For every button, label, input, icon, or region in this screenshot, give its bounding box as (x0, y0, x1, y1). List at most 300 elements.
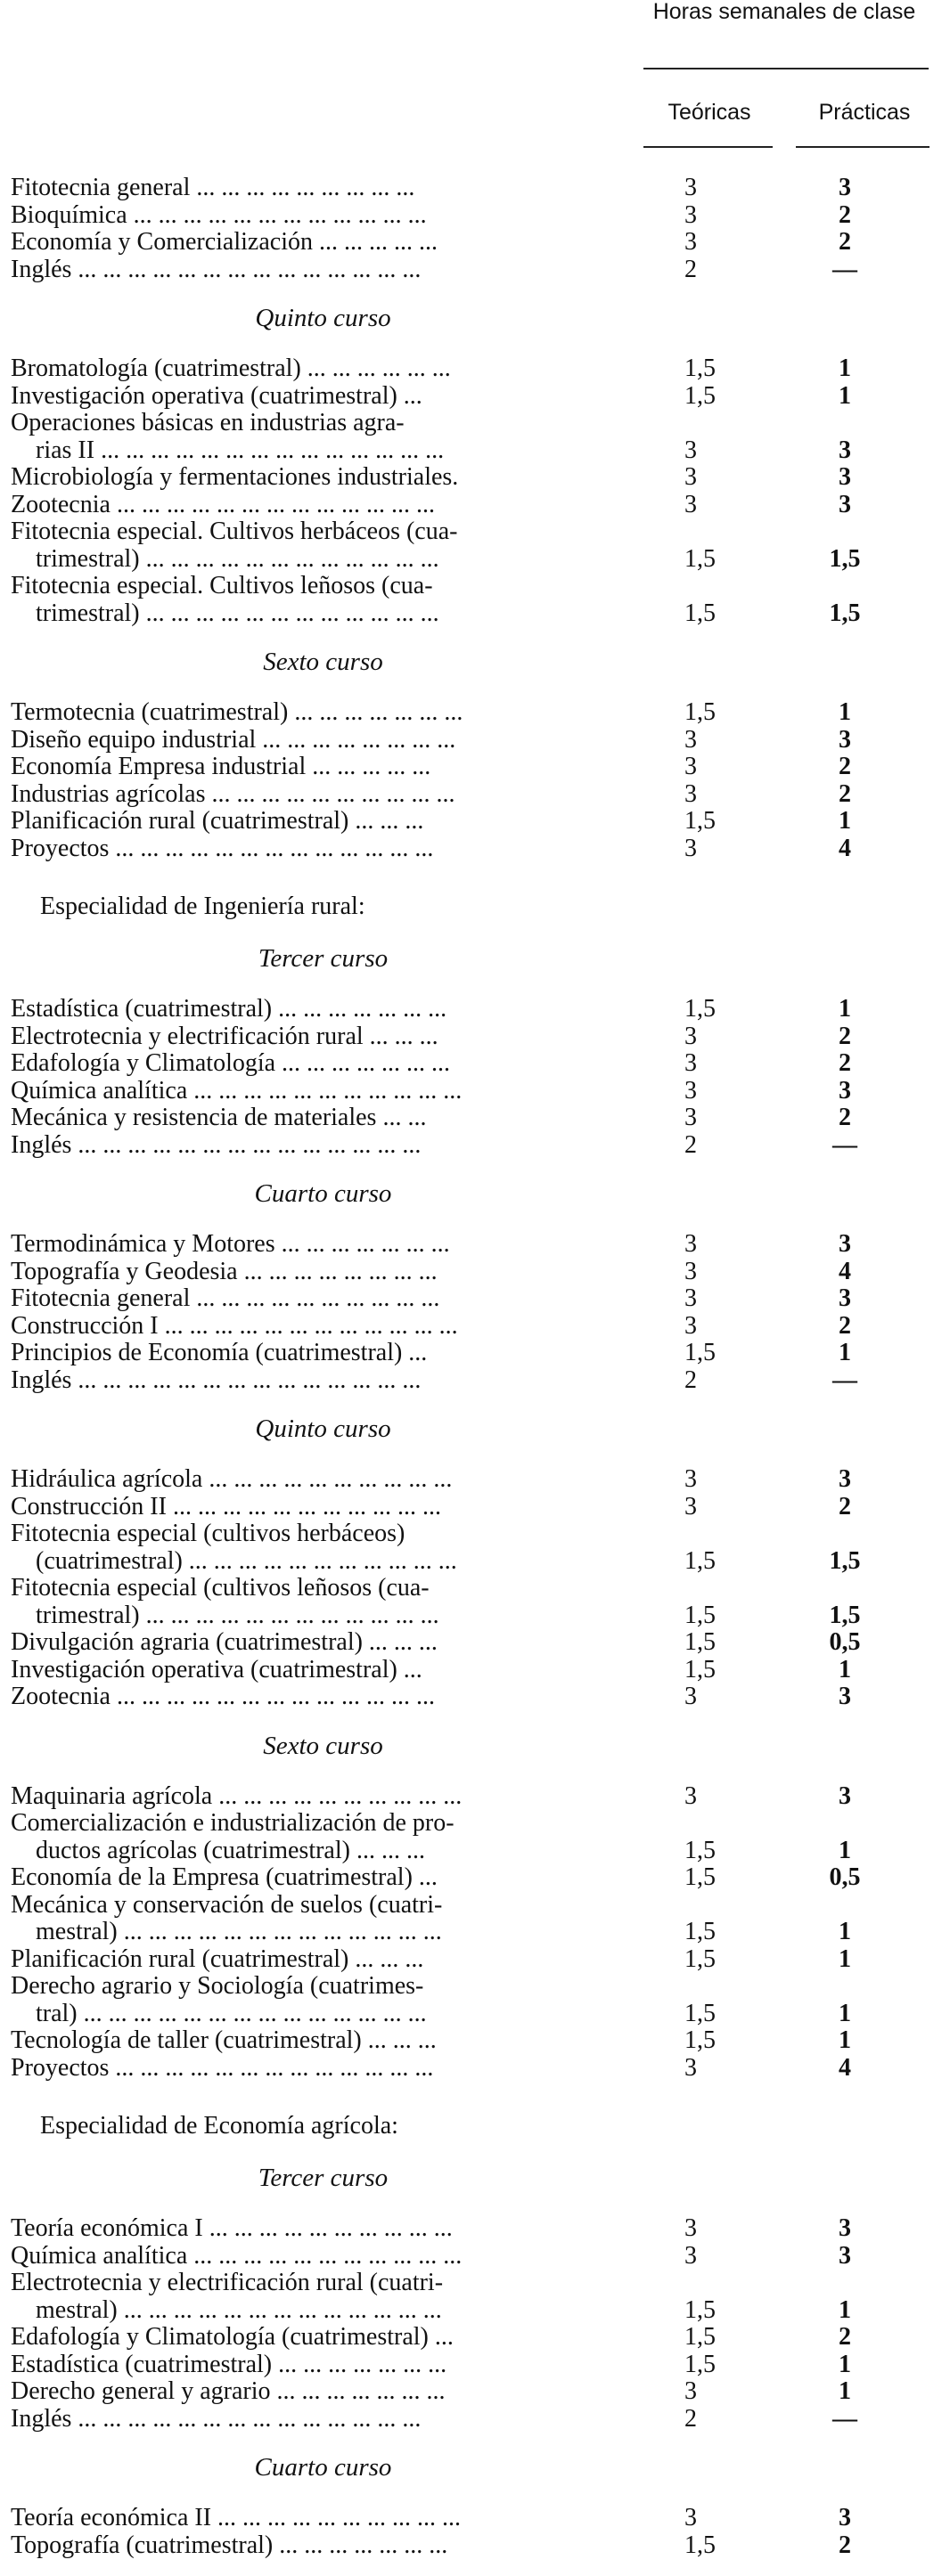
course-name-text: Maquinaria agrícola ... ... ... ... ... ... ... ... ... ... (11, 1781, 463, 1810)
hours-teoricas: 1,5 (684, 1863, 716, 1891)
course-row (0, 1657, 950, 1684)
course-name (0, 1683, 646, 1711)
course-name-text: trimestral) ... ... ... ... ... ... ... ... ... ... ... ... (36, 599, 439, 627)
hours-practicas: 1,5 (829, 1601, 861, 1629)
course-name (0, 1520, 646, 1548)
course-name-text: Zootecnia ... ... ... ... ... ... ... ... ... ... ... ... ... (11, 490, 435, 518)
course-name-text: ductos agrícolas (cuatrimestral) ... ... ... (36, 1836, 425, 1864)
course-name-text: Tecnología de taller (cuatrimestral) ... ... ... (11, 2026, 437, 2054)
course-name (0, 437, 646, 465)
course-row (0, 1050, 950, 1078)
header-col-teoricas: Teóricas (667, 100, 751, 125)
hours-practicas: 2 (839, 779, 851, 808)
course-row (0, 1602, 950, 1630)
course-name (0, 1259, 646, 1286)
hours-practicas: — (832, 255, 857, 283)
hours-practicas: 2 (839, 2323, 851, 2351)
course-row (0, 437, 950, 465)
course-name-text: Termotecnia (cuatrimestral) ... ... ... ... ... ... ... (11, 698, 463, 726)
course-name-text: Derecho general y agrario ... ... ... ... ... ... ... (11, 2377, 446, 2405)
header-rule-teoricas (643, 146, 773, 148)
course-name-text: Construcción II ... ... ... ... ... ... ... ... ... ... ... (11, 1492, 441, 1520)
hours-practicas: 1 (839, 807, 851, 835)
course-row (0, 2055, 950, 2083)
hours-practicas: 1 (839, 1944, 851, 1973)
course-year-heading: Cuarto curso (254, 2453, 392, 2482)
hours-practicas: 1 (839, 1339, 851, 1366)
hours-teoricas: 3 (684, 2053, 697, 2082)
course-year-heading: Tercer curso (258, 944, 389, 973)
course-name (0, 996, 646, 1023)
course-name-text: Fitotecnia especial. Cultivos leñosos (cua- (11, 572, 433, 599)
course-name (0, 1892, 646, 1920)
hours-practicas: 3 (839, 2504, 851, 2531)
course-row (0, 2378, 950, 2406)
hours-teoricas: 1,5 (684, 2323, 716, 2351)
hours-practicas: 2 (839, 1022, 851, 1050)
course-row (0, 2001, 950, 2028)
course-row (0, 1629, 950, 1657)
hours-practicas: 0,5 (829, 1863, 861, 1891)
course-name (0, 229, 646, 257)
course-name (0, 1602, 646, 1630)
course-row (0, 1231, 950, 1259)
course-name-text: Química analítica ... ... ... ... ... ... ... ... ... ... ... (11, 2241, 463, 2270)
course-name-text: rias II ... ... ... ... ... ... ... ... ... ... ... ... ... ... (36, 436, 445, 464)
course-row (0, 1494, 950, 1521)
course-name (0, 1657, 646, 1684)
course-name-text: Planificación rural (cuatrimestral) ... ... ... (11, 807, 424, 835)
hours-teoricas: 1,5 (684, 2350, 716, 2378)
course-name (0, 2243, 646, 2270)
hours-practicas: 2 (839, 1104, 851, 1131)
course-year-heading: Quinto curso (255, 1414, 391, 1443)
course-row (0, 2027, 950, 2055)
header-rule-top (643, 68, 929, 69)
hours-teoricas: 2 (684, 255, 697, 283)
course-year-heading: Quinto curso (255, 304, 391, 332)
course-name-text: Economía y Comercialización ... ... ... ... ... (11, 228, 438, 256)
hours-practicas: — (832, 2404, 857, 2433)
course-row (0, 546, 950, 574)
course-name-text: Electrotecnia y electrificación rural (cuatri- (11, 2269, 444, 2296)
course-name-text: Investigación operativa (cuatrimestral) ... (11, 1655, 422, 1683)
hours-practicas: 1 (839, 2295, 851, 2324)
course-row (0, 383, 950, 411)
course-row (0, 518, 950, 546)
course-name (0, 754, 646, 781)
course-row (0, 2297, 950, 2325)
hours-practicas: 3 (839, 436, 851, 464)
course-name-text: Divulgación agraria (cuatrimestral) ... ... ... (11, 1628, 438, 1656)
course-name (0, 1050, 646, 1078)
course-name (0, 1919, 646, 1946)
hours-teoricas: 1,5 (684, 2531, 716, 2559)
hours-practicas: 1 (839, 2026, 851, 2054)
course-row (0, 2215, 950, 2243)
header-rule-practicas (796, 146, 930, 148)
course-name (0, 1340, 646, 1367)
hours-practicas: 3 (839, 2214, 851, 2242)
hours-practicas: 1 (839, 698, 851, 726)
course-row (0, 1864, 950, 1892)
course-name (0, 1285, 646, 1313)
hours-teoricas: 3 (684, 753, 697, 780)
hours-practicas: 1 (839, 1999, 851, 2027)
hours-practicas: 1,5 (829, 1546, 861, 1575)
hours-teoricas: 3 (684, 834, 697, 862)
course-year-heading: Tercer curso (258, 2164, 389, 2192)
hours-practicas: 3 (839, 725, 851, 754)
course-name-text: Derecho agrario y Sociología (cuatrimes- (11, 1972, 424, 2000)
course-name (0, 781, 646, 809)
course-row (0, 1919, 950, 1946)
course-name (0, 1231, 646, 1259)
hours-practicas: 2 (839, 200, 851, 229)
header-hours-per-week: Horas semanales de clase (652, 0, 916, 24)
course-name (0, 1946, 646, 1974)
course-name-text: Inglés ... ... ... ... ... ... ... ... ... ... ... ... ... ... (11, 255, 422, 283)
hours-teoricas: 3 (684, 1284, 697, 1312)
hours-teoricas: 1,5 (684, 1628, 716, 1656)
course-name (0, 1783, 646, 1811)
hours-teoricas: 3 (684, 174, 697, 201)
hours-teoricas: 1,5 (684, 995, 716, 1023)
course-row (0, 2270, 950, 2297)
course-name (0, 1575, 646, 1602)
hours-practicas: 1 (839, 2377, 851, 2405)
course-name-text: Economía Empresa industrial ... ... ... ... ... (11, 753, 431, 780)
course-name-text: Principios de Economía (cuatrimestral) ... (11, 1339, 428, 1366)
course-name (0, 727, 646, 754)
hours-teoricas: 3 (684, 1465, 697, 1493)
course-name-text: Fitotecnia general ... ... ... ... ... ... ... ... ... (11, 174, 415, 201)
hours-practicas: 1,5 (829, 544, 861, 573)
course-row (0, 464, 950, 492)
course-name-text: Proyectos ... ... ... ... ... ... ... ... ... ... ... ... ... (11, 834, 434, 862)
course-name (0, 1864, 646, 1892)
hours-teoricas: 1,5 (684, 807, 716, 835)
course-row (0, 2324, 950, 2352)
hours-practicas: 3 (839, 1284, 851, 1312)
course-row (0, 1313, 950, 1341)
course-name (0, 1078, 646, 1105)
course-name (0, 355, 646, 383)
hours-teoricas: 3 (684, 1076, 697, 1105)
course-row (0, 1367, 950, 1395)
hours-teoricas: 2 (684, 1130, 697, 1159)
course-name-text: Diseño equipo industrial ... ... ... ... ... ... ... ... (11, 725, 456, 754)
hours-teoricas: 1,5 (684, 698, 716, 726)
hours-practicas: 3 (839, 2241, 851, 2270)
course-row (0, 1575, 950, 1602)
course-name-text: Operaciones básicas en industrias agra- (11, 409, 405, 436)
course-name-text: Topografía y Geodesia ... ... ... ... ... ... ... ... (11, 1257, 438, 1285)
course-name-text: Química analítica ... ... ... ... ... ... ... ... ... ... ... (11, 1076, 463, 1105)
course-name-text: Inglés ... ... ... ... ... ... ... ... ... ... ... ... ... ... (11, 1365, 422, 1394)
hours-teoricas: 1,5 (684, 1339, 716, 1366)
course-name (0, 1548, 646, 1576)
hours-practicas: 3 (839, 1230, 851, 1258)
course-name-text: Teoría económica I ... ... ... ... ... ... ... ... ... ... (11, 2214, 453, 2242)
hours-teoricas: 1,5 (684, 2026, 716, 2054)
course-row (0, 808, 950, 836)
course-row (0, 1810, 950, 1838)
course-name (0, 492, 646, 519)
course-name (0, 1132, 646, 1160)
hours-teoricas: 3 (684, 1104, 697, 1131)
course-name-text: Fitotecnia especial (cultivos herbáceos) (11, 1520, 405, 1547)
hours-teoricas: 1,5 (684, 1601, 716, 1629)
course-name-text: Proyectos ... ... ... ... ... ... ... ... ... ... ... ... ... (11, 2053, 434, 2082)
hours-teoricas: 1,5 (684, 1655, 716, 1683)
hours-practicas: 2 (839, 1311, 851, 1340)
course-row (0, 410, 950, 437)
course-name-text: Investigación operativa (cuatrimestral) ... (11, 381, 422, 410)
course-row (0, 355, 950, 383)
hours-practicas: — (832, 1130, 857, 1159)
hours-teoricas: 3 (684, 1257, 697, 1285)
course-name (0, 257, 646, 284)
course-name-text: Fitotecnia especial (cultivos leñosos (cua- (11, 1574, 430, 1602)
course-row (0, 1548, 950, 1576)
hours-teoricas: 3 (684, 2241, 697, 2270)
hours-teoricas: 3 (684, 779, 697, 808)
course-name (0, 836, 646, 863)
course-name (0, 1313, 646, 1341)
course-name-text: Inglés ... ... ... ... ... ... ... ... ... ... ... ... ... ... (11, 2404, 422, 2433)
course-row (0, 1105, 950, 1132)
course-row (0, 202, 950, 230)
header-col-practicas: Prácticas (818, 100, 911, 125)
course-name (0, 175, 646, 202)
course-row (0, 1973, 950, 2001)
course-row (0, 1340, 950, 1367)
hours-practicas: 2 (839, 228, 851, 256)
course-name (0, 2027, 646, 2055)
hours-teoricas: 3 (684, 1311, 697, 1340)
course-name (0, 2324, 646, 2352)
course-row (0, 1892, 950, 1920)
hours-teoricas: 3 (684, 1230, 697, 1258)
course-name (0, 2505, 646, 2532)
specialty-heading: Especialidad de Ingeniería rural: (40, 893, 365, 920)
course-name (0, 2297, 646, 2325)
hours-practicas: 3 (839, 174, 851, 201)
course-row (0, 781, 950, 809)
course-name (0, 2270, 646, 2297)
course-name-text: Edafología y Climatología ... ... ... ... ... ... ... (11, 1049, 451, 1077)
hours-teoricas: 3 (684, 2504, 697, 2531)
hours-practicas: 4 (839, 834, 851, 862)
course-name-text: Termodinámica y Motores ... ... ... ... ... ... ... (11, 1230, 450, 1258)
course-name (0, 699, 646, 727)
course-name (0, 1494, 646, 1521)
hours-teoricas: 3 (684, 2214, 697, 2242)
hours-practicas: 0,5 (829, 1628, 861, 1656)
course-row (0, 1259, 950, 1286)
course-name-text: Edafología y Climatología (cuatrimestral) ... (11, 2323, 454, 2351)
course-name-text: Estadística (cuatrimestral) ... ... ... ... ... ... ... (11, 995, 447, 1023)
course-name-text: mestral) ... ... ... ... ... ... ... ... ... ... ... ... ... (36, 2295, 442, 2324)
course-name-text: Planificación rural (cuatrimestral) ... ... ... (11, 1944, 424, 1973)
hours-practicas: 2 (839, 1049, 851, 1077)
hours-teoricas: 3 (684, 2377, 697, 2405)
hours-teoricas: 3 (684, 725, 697, 754)
course-row (0, 996, 950, 1023)
course-name (0, 518, 646, 546)
course-name (0, 1466, 646, 1494)
course-row (0, 754, 950, 781)
course-year-heading: Sexto curso (263, 648, 383, 676)
course-row (0, 1520, 950, 1548)
course-row (0, 727, 950, 754)
hours-teoricas: 2 (684, 1365, 697, 1394)
course-name-text: Fitotecnia general ... ... ... ... ... ... ... ... ... ... (11, 1284, 440, 1312)
hours-teoricas: 1,5 (684, 599, 716, 627)
course-name (0, 546, 646, 574)
course-row (0, 1838, 950, 1865)
course-row (0, 2406, 950, 2433)
course-name (0, 2406, 646, 2433)
course-row (0, 699, 950, 727)
hours-teoricas: 1,5 (684, 544, 716, 573)
course-name (0, 600, 646, 628)
course-name (0, 2378, 646, 2406)
course-name-text: Estadística (cuatrimestral) ... ... ... ... ... ... ... (11, 2350, 447, 2378)
course-row (0, 2505, 950, 2532)
hours-teoricas: 3 (684, 436, 697, 464)
hours-practicas: 1 (839, 355, 851, 382)
course-row (0, 175, 950, 202)
course-name (0, 464, 646, 492)
hours-practicas: 1 (839, 1918, 851, 1945)
course-name-text: trimestral) ... ... ... ... ... ... ... ... ... ... ... ... (36, 1601, 439, 1629)
course-name-text: Fitotecnia especial. Cultivos herbáceos (cua- (11, 518, 458, 545)
course-row (0, 573, 950, 600)
course-name (0, 2215, 646, 2243)
course-name (0, 383, 646, 411)
hours-teoricas: 1,5 (684, 2295, 716, 2324)
course-name-text: Industrias agrícolas ... ... ... ... ... ... ... ... ... ... (11, 779, 455, 808)
course-row (0, 600, 950, 628)
course-name-text: mestral) ... ... ... ... ... ... ... ... ... ... ... ... ... (36, 1918, 442, 1945)
hours-practicas: 4 (839, 1257, 851, 1285)
course-name-text: Topografía (cuatrimestral) ... ... ... ... ... ... ... (11, 2531, 448, 2559)
course-year-heading: Sexto curso (263, 1731, 383, 1760)
course-name-text: Zootecnia ... ... ... ... ... ... ... ... ... ... ... ... ... (11, 1683, 435, 1710)
hours-practicas: 2 (839, 1492, 851, 1520)
hours-practicas: 2 (839, 2531, 851, 2559)
course-row (0, 1466, 950, 1494)
hours-teoricas: 3 (684, 1781, 697, 1810)
course-name (0, 1367, 646, 1395)
course-name (0, 1838, 646, 1865)
course-name-text: Construcción I ... ... ... ... ... ... ... ... ... ... ... ... (11, 1311, 458, 1340)
course-row (0, 1783, 950, 1811)
course-name-text: Inglés ... ... ... ... ... ... ... ... ... ... ... ... ... ... (11, 1130, 422, 1159)
hours-teoricas: 3 (684, 1022, 697, 1050)
course-row (0, 1683, 950, 1711)
course-name-text: trimestral) ... ... ... ... ... ... ... ... ... ... ... ... (36, 544, 439, 573)
course-name (0, 2055, 646, 2083)
course-name (0, 808, 646, 836)
hours-teoricas: 3 (684, 1049, 697, 1077)
course-name-text: Bromatología (cuatrimestral) ... ... ... ... ... ... (11, 355, 451, 382)
hours-teoricas: 2 (684, 2404, 697, 2433)
hours-teoricas: 3 (684, 463, 697, 491)
course-table (0, 175, 950, 2559)
hours-practicas: 1 (839, 2350, 851, 2378)
course-name (0, 2001, 646, 2028)
hours-teoricas: 3 (684, 490, 697, 518)
course-name (0, 2352, 646, 2379)
course-name-text: Hidráulica agrícola ... ... ... ... ... ... ... ... ... ... (11, 1465, 453, 1493)
course-name (0, 1023, 646, 1051)
hours-teoricas: 1,5 (684, 381, 716, 410)
hours-practicas: 1 (839, 381, 851, 410)
course-name (0, 573, 646, 600)
hours-practicas: 2 (839, 753, 851, 780)
course-name-text: Teoría económica II ... ... ... ... ... ... ... ... ... ... (11, 2504, 462, 2531)
hours-teoricas: 3 (684, 200, 697, 229)
hours-practicas: 4 (839, 2053, 851, 2082)
course-row (0, 2352, 950, 2379)
course-name-text: Mecánica y resistencia de materiales ... ... (11, 1104, 427, 1131)
hours-practicas: 3 (839, 490, 851, 518)
course-row (0, 1023, 950, 1051)
hours-practicas: 1 (839, 1836, 851, 1864)
course-name (0, 1810, 646, 1838)
course-row (0, 836, 950, 863)
course-name-text: (cuatrimestral) ... ... ... ... ... ... ... ... ... ... ... (36, 1546, 457, 1575)
course-row (0, 1946, 950, 1974)
hours-practicas: 3 (839, 1683, 851, 1710)
hours-teoricas: 1,5 (684, 1999, 716, 2027)
course-row (0, 2532, 950, 2560)
course-row (0, 492, 950, 519)
course-year-heading: Cuarto curso (254, 1179, 392, 1208)
course-row (0, 2243, 950, 2270)
course-name-text: Mecánica y conservación de suelos (cuatri- (11, 1890, 443, 1919)
hours-practicas: 1 (839, 1655, 851, 1683)
course-name-text: Economía de la Empresa (cuatrimestral) ... (11, 1863, 438, 1891)
hours-teoricas: 1,5 (684, 1836, 716, 1864)
course-name-text: Comercialización e industrialización de pro- (11, 1809, 455, 1837)
hours-practicas: 3 (839, 463, 851, 491)
hours-practicas: 1,5 (829, 599, 861, 627)
hours-practicas: 3 (839, 1781, 851, 1810)
course-name-text: Bioquímica ... ... ... ... ... ... ... ... ... ... ... ... (11, 200, 427, 229)
hours-teoricas: 1,5 (684, 355, 716, 382)
course-name (0, 1973, 646, 2001)
course-name (0, 410, 646, 437)
course-name (0, 202, 646, 230)
course-name (0, 1105, 646, 1132)
course-row (0, 1285, 950, 1313)
hours-teoricas: 3 (684, 228, 697, 256)
hours-teoricas: 3 (684, 1492, 697, 1520)
hours-practicas: 1 (839, 995, 851, 1023)
hours-teoricas: 3 (684, 1683, 697, 1710)
hours-practicas: 3 (839, 1076, 851, 1105)
hours-teoricas: 1,5 (684, 1546, 716, 1575)
specialty-heading: Especialidad de Economía agrícola: (40, 2112, 398, 2140)
hours-teoricas: 1,5 (684, 1918, 716, 1945)
hours-practicas: 3 (839, 1465, 851, 1493)
course-row (0, 1132, 950, 1160)
course-name-text: Electrotecnia y electrificación rural ... ... ... (11, 1022, 438, 1050)
